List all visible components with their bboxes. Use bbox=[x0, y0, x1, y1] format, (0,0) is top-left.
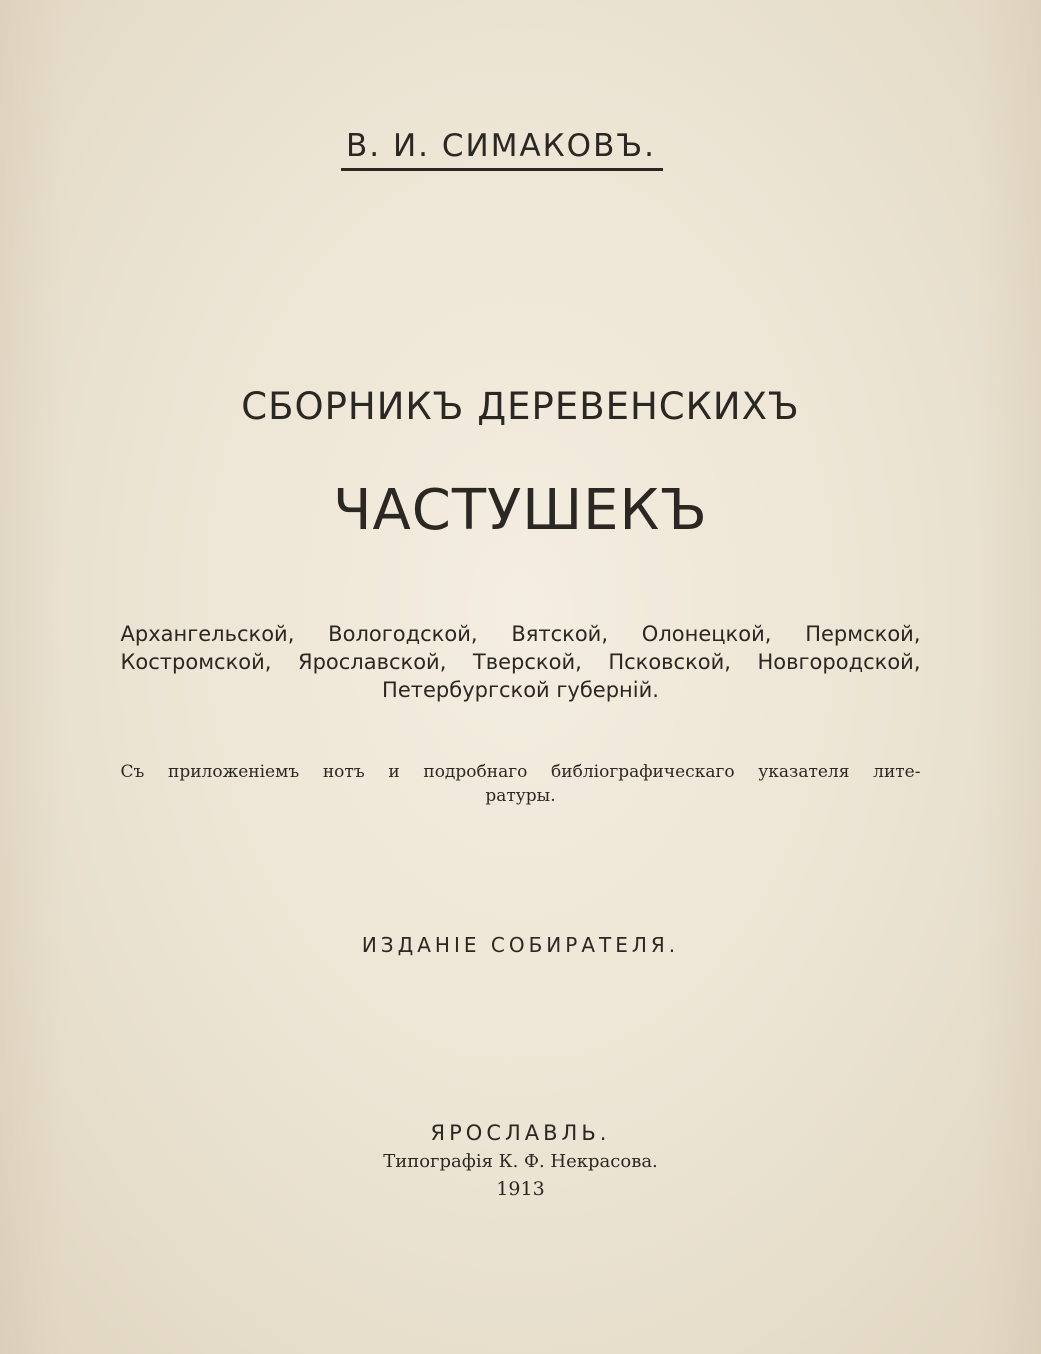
author-underline bbox=[341, 168, 663, 171]
provinces-line-1: Архангельской, Вологодской, Вятской, Олонецкой, Пермской, bbox=[120, 622, 921, 646]
book-title-line-1: СБОРНИКЪ ДЕРЕВЕНСКИХЪ bbox=[241, 385, 800, 428]
imprint-city: ЯРОСЛАВЛЬ. bbox=[430, 1121, 611, 1145]
appendix-line-2: ратуры. bbox=[485, 786, 556, 806]
imprint-year: 1913 bbox=[496, 1178, 545, 1200]
book-title-line-2: ЧАСТУШЕКЪ bbox=[333, 478, 708, 543]
provinces-line-3: Петербургской губерній. bbox=[382, 678, 659, 702]
provinces-block bbox=[0, 620, 1041, 704]
provinces-line-2: Костромской, Ярославской, Тверской, Псковской, Новгородской, bbox=[120, 650, 921, 674]
imprint-printer: Типографія К. Ф. Некрасова. bbox=[383, 1151, 658, 1172]
author-name: В. И. СИМАКОВЪ. bbox=[346, 128, 656, 164]
appendix-note bbox=[0, 760, 1041, 808]
appendix-line-1: Съ приложеніемъ нотъ и подробнаго библіографическаго указателя лите- bbox=[120, 762, 921, 782]
edition-statement: ИЗДАНІЕ СОБИРАТЕЛЯ. bbox=[361, 933, 680, 957]
